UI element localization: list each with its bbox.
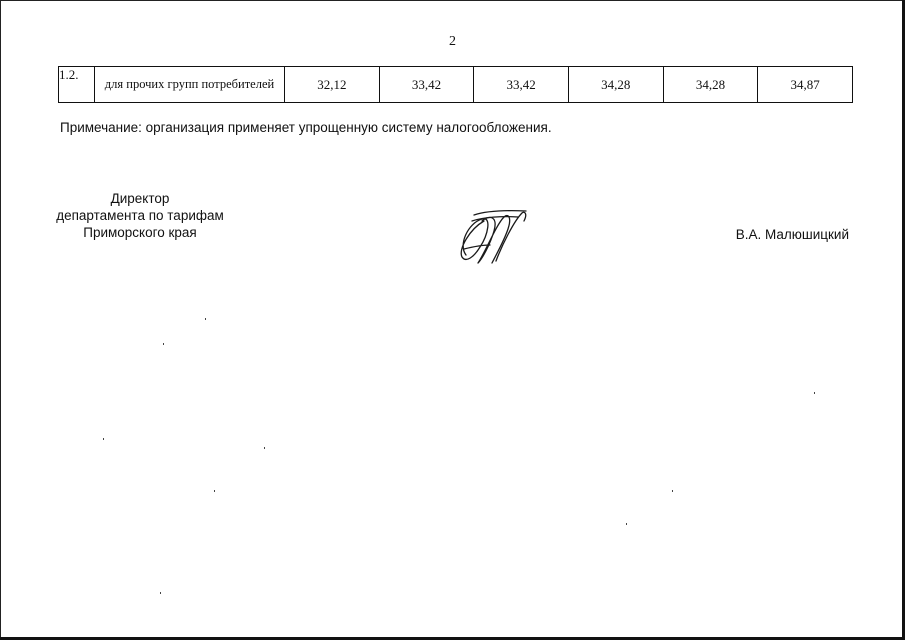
- row-number: 1.2.: [59, 67, 95, 103]
- signatory-title-line: департамента по тарифам: [56, 208, 224, 223]
- scan-speck: [814, 392, 815, 394]
- handwritten-signature: [452, 205, 532, 267]
- signatory-title-line: Директор: [110, 191, 170, 206]
- tax-note: Примечание: организация применяет упрощенную систему налогообложения.: [60, 120, 552, 135]
- tariff-table: [58, 66, 853, 103]
- scan-speck: [672, 490, 673, 492]
- signatory-name: В.А. Малюшицкий: [735, 227, 849, 242]
- row-label: для прочих групп потребителей: [95, 67, 285, 103]
- scan-speck: [626, 523, 627, 525]
- scan-speck: [205, 318, 206, 320]
- scan-speck: [214, 490, 215, 492]
- signature-strokes: [461, 211, 526, 263]
- signatory-title: [50, 190, 230, 241]
- signatory-title-line: Приморского края: [83, 225, 197, 240]
- scan-speck: [264, 447, 265, 449]
- tariff-value: 33,42: [474, 67, 569, 103]
- tariff-value: 34,28: [663, 67, 758, 103]
- page-number: 2: [449, 34, 456, 49]
- tariff-value: 33,42: [379, 67, 474, 103]
- tariff-value: 34,87: [758, 67, 853, 103]
- table-row: [59, 67, 853, 103]
- scan-speck: [163, 343, 164, 345]
- tariff-value: 34,28: [568, 67, 663, 103]
- scan-speck: [103, 438, 104, 440]
- scan-speck: [160, 592, 161, 594]
- tariff-value: 32,12: [285, 67, 380, 103]
